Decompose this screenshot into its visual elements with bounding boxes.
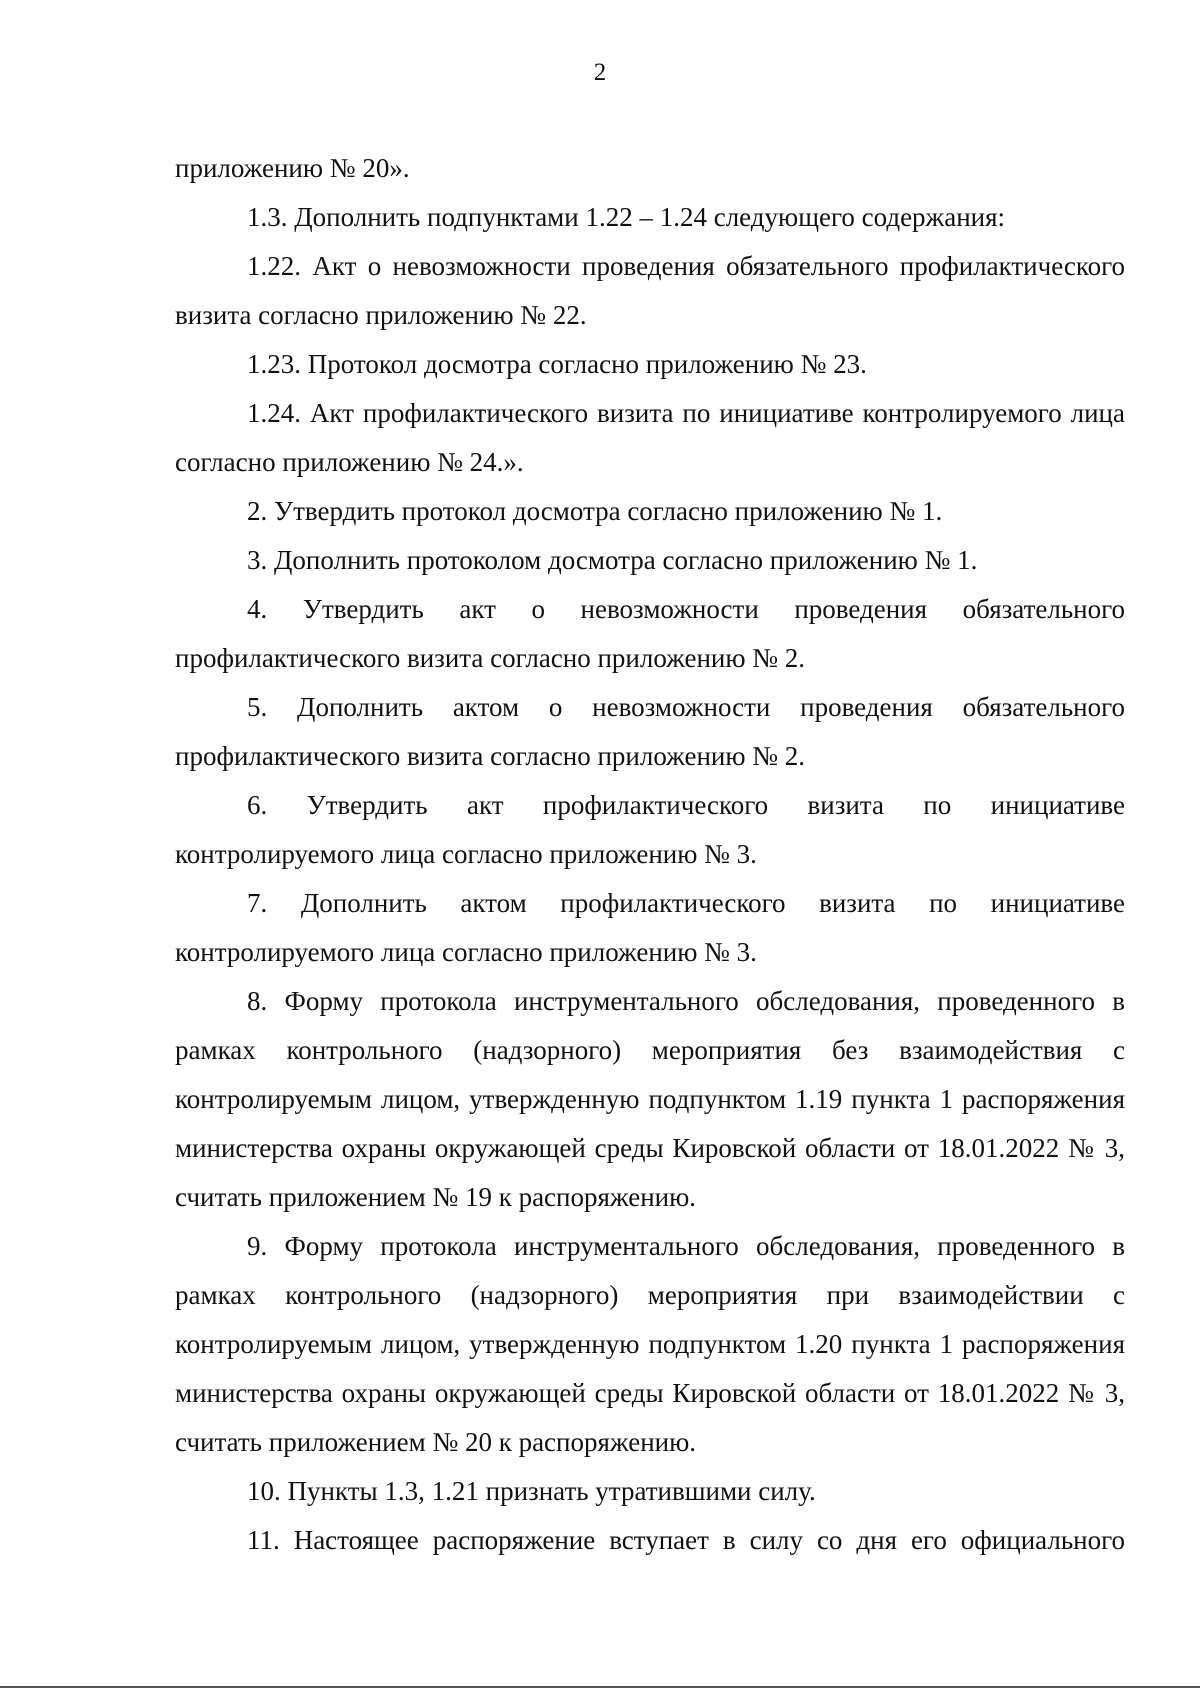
paragraph-1-3: 1.3. Дополнить подпунктами 1.22 – 1.24 следующего содержания: — [247, 202, 1006, 232]
paragraph-9: 9. Форму протокола инструментального обследования, проведенного в рамках контрольного (надзорного) мероприятия при взаимодействии с контролируемым лицом, утвержденную подпунктом 1.20 пункта 1 распоряжения министерства охраны окружающей среды Кировской области от 18.01.2022 № 3, считать приложением № 20 к распоряжению. — [175, 1231, 1125, 1457]
paragraph-3: 3. Дополнить протоколом досмотра согласно приложению № 1. — [247, 545, 978, 575]
paragraph-1-22: 1.22. Акт о невозможности проведения обязательного профилактического визита согласно приложению № 22. — [175, 251, 1125, 330]
paragraph-1-23: 1.23. Протокол досмотра согласно приложению № 23. — [247, 349, 867, 379]
scan-bottom-edge — [0, 1686, 1200, 1688]
paragraph-4: 4. Утвердить акт о невозможности проведения обязательного профилактического визита согласно приложению № 2. — [175, 594, 1125, 673]
paragraph-8: 8. Форму протокола инструментального обследования, проведенного в рамках контрольного (надзорного) мероприятия без взаимодействия с контролируемым лицом, утвержденную подпунктом 1.19 пункта 1 распоряжения министерства охраны окружающей среды Кировской области от 18.01.2022 № 3, считать приложением № 19 к распоряжению. — [175, 986, 1125, 1212]
paragraph-7: 7. Дополнить актом профилактического визита по инициативе контролируемого лица согласно приложению № 3. — [175, 888, 1125, 967]
paragraph-continuation: приложению № 20». — [175, 153, 410, 183]
paragraph-1-24: 1.24. Акт профилактического визита по инициативе контролируемого лица согласно приложению № 24.». — [175, 398, 1125, 477]
paragraph-10: 10. Пункты 1.3, 1.21 признать утратившими силу. — [247, 1476, 816, 1506]
paragraph-6: 6. Утвердить акт профилактического визита по инициативе контролируемого лица согласно приложению № 3. — [175, 790, 1125, 869]
paragraph-5: 5. Дополнить актом о невозможности проведения обязательного профилактического визита согласно приложению № 2. — [175, 692, 1125, 771]
page-number: 2 — [593, 59, 607, 86]
paragraph-2: 2. Утвердить протокол досмотра согласно приложению № 1. — [247, 496, 943, 526]
paragraph-11: 11. Настоящее распоряжение вступает в силу со дня его официального — [247, 1525, 1125, 1555]
document-body — [175, 144, 1125, 1565]
